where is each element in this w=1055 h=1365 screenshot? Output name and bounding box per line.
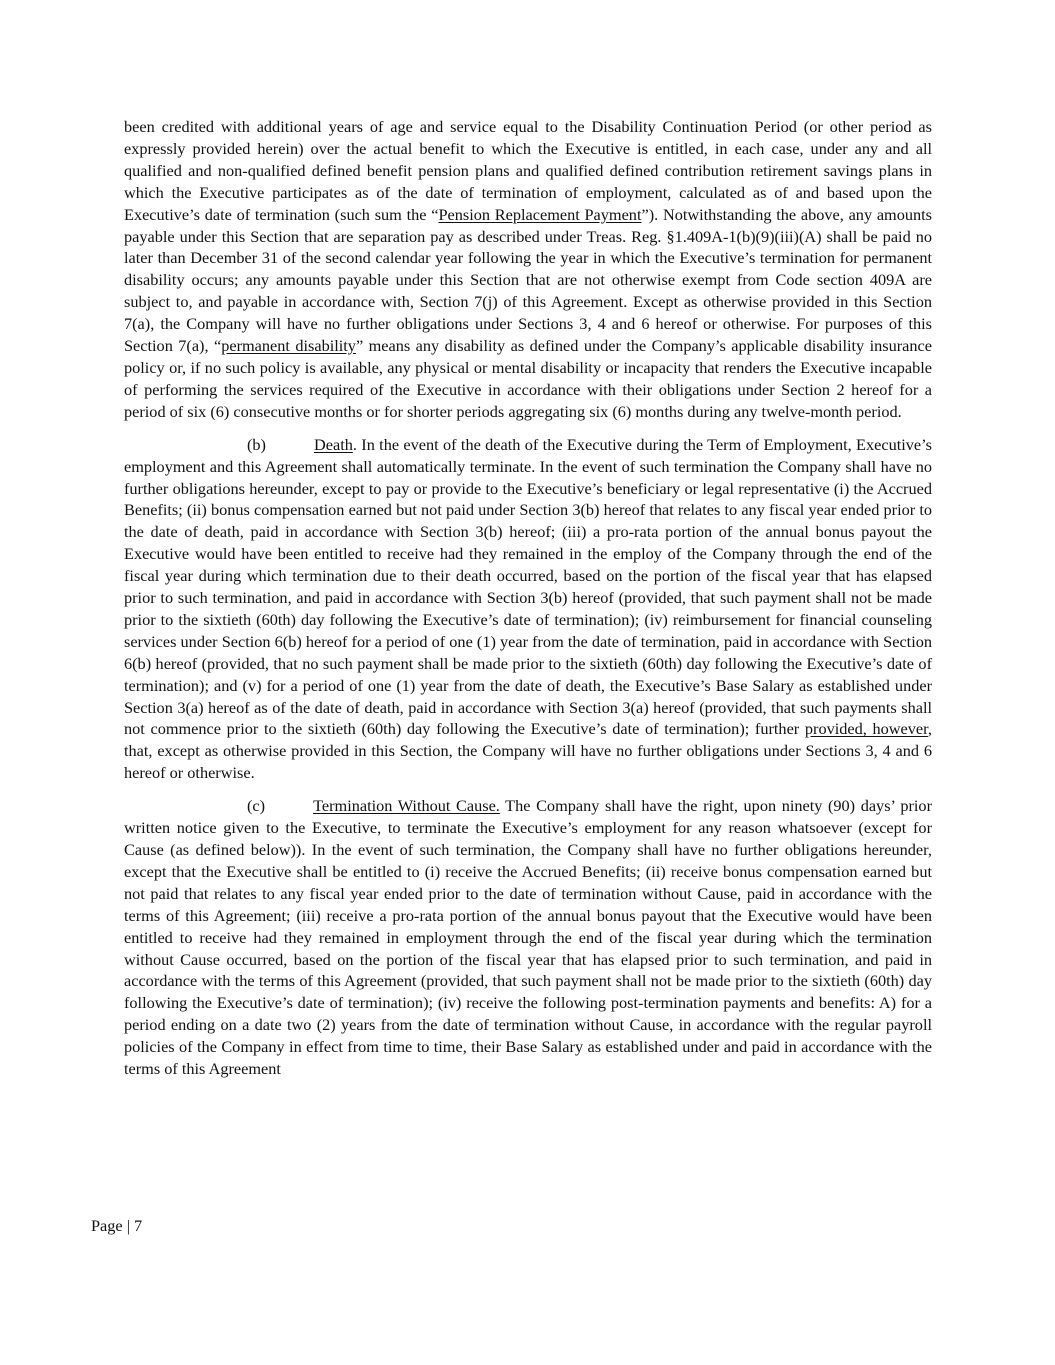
text-run: been credited with additional years of age and service equal to the Disability Continuation Period (or other period as expressly provided herein) over the actual benefit to which the Executive is entitled, in each case, under any and all qualified and non-qualified defined benefit pension plans and qualified defined contribution retirement savings plans in which the Executive participates as of the date of termination of employment, calculated as of and based upon the Executive’s date of termination (such sum the “ <box>124 117 932 224</box>
text-run: . In the event of the death of the Executive during the Term of Employment, Executive’s employment and this Agreement shall automatically terminate. In the event of such termination the Company shall have no further obligations hereunder, except to pay or provide to the Executive’s beneficiary or legal representative (i) the Accrued Benefits; (ii) bonus compensation earned but not paid under Section 3(b) hereof that relates to any fiscal year ended prior to the date of death, paid in accordance with Section 3(b) hereof; (iii) a pro-rata portion of the annual bonus payout the Executive would have been entitled to receive had they remained in the employ of the Company through the end of the fiscal year during which termination due to their death occurred, based on the portion of the fiscal year that has elapsed prior to such termination, and paid in accordance with Section 3(b) hereof (provided, that such payment shall not be made prior to the sixtieth (60th) day following the Executive’s date of termination); (iv) reimbursement for financial counseling services under Section 6(b) hereof for a period of one (1) year from the date of termination, paid in accordance with Section 6(b) hereof (provided, that no such payment shall be made prior to the sixtieth (60th) day following the Executive’s date of termination); and (v) for a period of one (1) year from the date of death, the Executive’s Base Salary as established under Section 3(a) hereof as of the date of death, paid in accordance with Section 3(a) hereof (provided, that such payments shall not commence prior to the sixtieth (60th) day following the Executive’s date of termination); further <box>124 434 932 739</box>
text-run: The Company shall have the right, upon ninety (90) days’ prior written notice given to the Executive, to terminate the Executive’s employment for any reason whatsoever (except for Cause (as defined below)). In the event of such termination, the Company shall have no further obligations hereunder, except that the Executive shall be entitled to (i) receive the Accrued Benefits; (ii) receive bonus compensation earned but not paid that relates to any fiscal year ended prior to the date of termination without Cause, paid in accordance with the terms of this Agreement; (iii) receive a pro-rata portion of the annual bonus payout that the Executive would have been entitled to receive had they remained in employment through the end of the fiscal year during which the termination without Cause occurred, based on the portion of the fiscal year that has elapsed prior to such termination, and paid in accordance with the terms of this Agreement (provided, that such payment shall not be made prior to the sixtieth (60th) day following the Executive’s date of termination); (iv) receive the following post-termination payments and benefits: A) for a period ending on a date two (2) years from the date of termination without Cause, in accordance with the regular payroll policies of the Company in effect from time to time, their Base Salary as established under and paid in accordance with the terms of this Agreement <box>124 796 932 1079</box>
text-run: , that, except as otherwise provided in this Section, the Company will have no further obligations under Sections 3, 4 and 6 hereof or otherwise. <box>124 719 932 783</box>
paragraph-heading: Death <box>313 434 353 454</box>
document-body <box>124 116 932 1091</box>
paragraph-label: (c) <box>247 796 266 816</box>
paragraph-b-death <box>124 434 932 785</box>
page-footer <box>91 1216 142 1236</box>
paragraph-a-continuation <box>124 116 932 423</box>
paragraph-c-termination-without-cause <box>124 795 932 1080</box>
defined-term-pension-replacement-payment: Pension Replacement Payment <box>438 204 642 224</box>
paragraph-label: (b) <box>247 434 266 454</box>
defined-term-permanent-disability: permanent disability <box>221 336 356 356</box>
paragraph-heading: Termination Without Cause. <box>313 796 500 816</box>
page-number: Page | 7 <box>91 1216 143 1235</box>
defined-term-provided-however: provided, however <box>804 719 928 739</box>
text-run: ”). Notwithstanding the above, any amounts payable under this Section that are separation pay as described under Treas. Reg. §1.409A-1(b)(9)(iii)(A) shall be paid no later than December 31 of the second calendar year following the year in which the Executive’s termination for permanent disability occurs; any amounts payable under this Section that are not otherwise exempt from Code section 409A are subject to, and payable in accordance with, Section 7(j) of this Agreement. Except as otherwise provided in this Section 7(a), the Company will have no further obligations under Sections 3, 4 and 6 hereof or otherwise. For purposes of this Section 7(a), “ <box>124 204 933 356</box>
text-run: ” means any disability as defined under the Company’s applicable disability insurance policy or, if no such policy is available, any physical or mental disability or incapacity that renders the Executive incapable of performing the services required of the Executive in accordance with their obligations under Section 2 hereof for a period of six (6) consecutive months or for shorter periods aggregating six (6) months during any twelve-month period. <box>124 336 932 421</box>
